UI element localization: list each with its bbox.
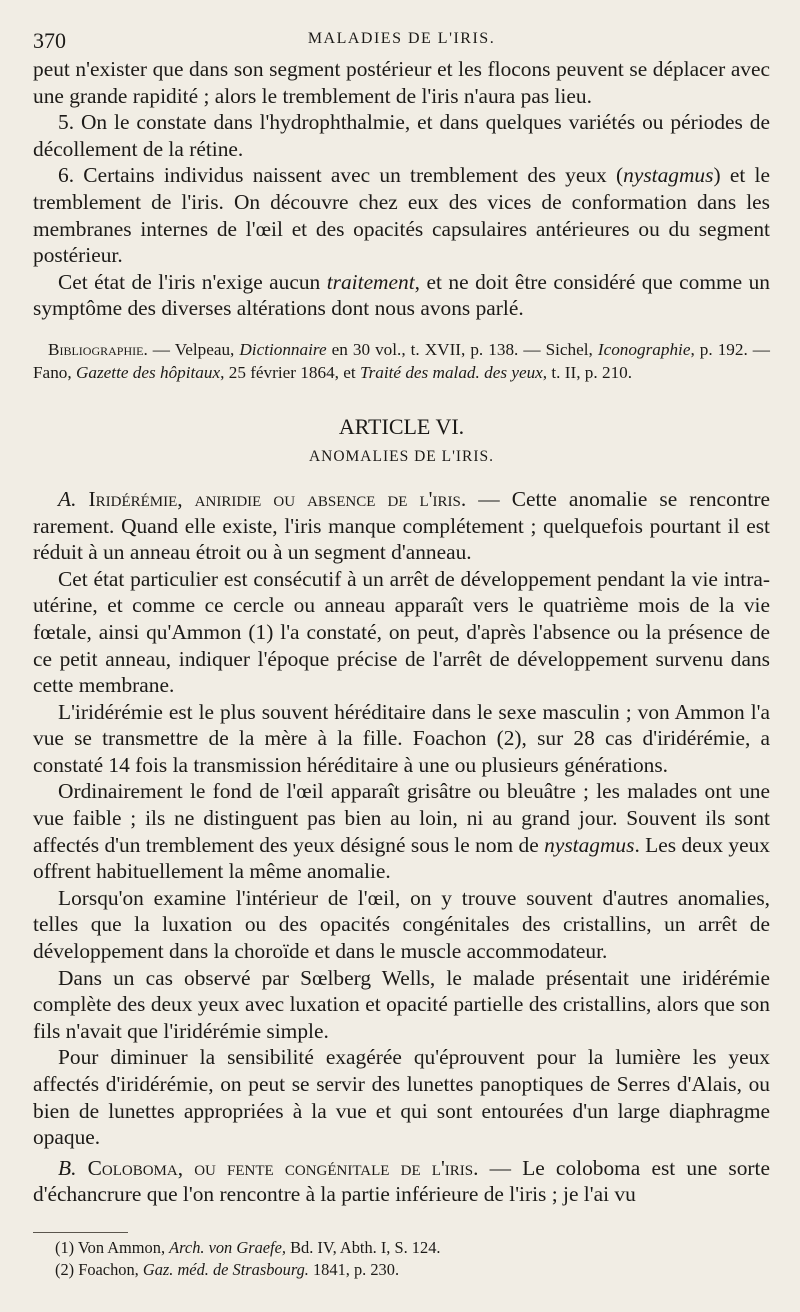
page-header bbox=[33, 22, 770, 56]
section-b-intro: B. Coloboma, ou fente congénitale de l'iris. — Le coloboma est une sorte d'échancrure que l'on rencontre à la partie inférieure de l'iris ; je l'ai vu bbox=[33, 1155, 770, 1207]
section-b-letter: B. bbox=[58, 1155, 77, 1180]
paragraph-hydrophthalmie: 5. On le constate dans l'hydrophthalmie, et dans quelques variétés ou périodes de décollement de la rétine. bbox=[33, 110, 770, 161]
footnote-1: (1) Von Ammon, Arch. von Graefe, Bd. IV, Abth. I, S. 124. bbox=[55, 1238, 441, 1257]
page-number: 370 bbox=[33, 28, 66, 53]
article-subtitle: ANOMALIES DE L'IRIS. bbox=[308, 447, 495, 465]
paragraph-continuation: peut n'exister que dans son segment postérieur et les flocons peuvent se déplacer avec une grande rapidité ; alors le tremblement de l'iris n'aura pas lieu. bbox=[33, 57, 770, 108]
bibliography: Bibliographie. — Velpeau, Dictionnaire en 30 vol., t. XVII, p. 138. — Sichel, Iconographie, p. 192. — Fano, Gazette des hôpitaux, 25 février 1864, et Traité des malad. des yeux, t. II, p. 210. bbox=[33, 339, 770, 382]
footnotes bbox=[55, 1237, 770, 1281]
paragraph-arret-developpement: Cet état particulier est consécutif à un arrêt de développement pendant la vie intra-utérine, et comme ce cercle ou anneau apparaît vers le quatrième mois de la vie fœtale, ainsi qu'Ammon (1) l'a constaté, on peut, d'après l'absence ou la présence de ce petit anneau, indiquer l'époque précise de l'arrêt de développement survenu dans cette membrane. bbox=[33, 566, 770, 698]
section-a-letter: A. bbox=[58, 486, 77, 511]
paragraph-heredite: L'iridérémie est le plus souvent héréditaire dans le sexe masculin ; von Ammon l'a vue se transmettre de la mère à la fille. Foachon (2), sur 28 cas d'iridérémie, a constaté 14 fois la transmission héréditaire à une ou plusieurs générations. bbox=[33, 699, 770, 777]
footnote-rule bbox=[33, 1232, 128, 1233]
section-a-intro: A. Iridérémie, aniridie ou absence de l'iris. — Cette anomalie se rencontre rarement. Quand elle existe, l'iris manque complétement ; quelquefois pourtant il est réduit à un anneau étroit ou à un segment d'anneau. bbox=[33, 486, 770, 565]
paragraph-fond-oeil: Ordinairement le fond de l'œil apparaît grisâtre ou bleuâtre ; les malades ont une vue faible ; ils ne distinguent pas bien au loin, ni au grand jour. Souvent ils sont affectés d'un tremblement des yeux désigné sous le nom de nystagmus. Les deux yeux offrent habituellement la même anomalie. bbox=[33, 779, 770, 884]
running-title: MALADIES DE L'IRIS. bbox=[307, 30, 496, 47]
article-title: ARTICLE VI. bbox=[338, 413, 465, 439]
bibliography-label: Bibliographie. bbox=[48, 339, 148, 359]
paragraph-soelberg-wells: Dans un cas observé par Sœlberg Wells, le malade présentait une iridérémie complète des deux yeux avec luxation et opacité partielle des cristallins, alors que son fils n'avait que l'iridérémie simple. bbox=[33, 965, 770, 1043]
paragraph-traitement: Cet état de l'iris n'exige aucun traitement, et ne doit être considéré que comme un symptôme des diverses altérations dont nous avons parlé. bbox=[33, 269, 770, 321]
paragraph-lunettes: Pour diminuer la sensibilité exagérée qu'éprouvent pour la lumière les yeux affectés d'iridérémie, on peut se servir des lunettes panoptiques de Serres d'Alais, ou bien de lunettes appropriées à la vue et qui sont entourées d'un large diaphragme opaque. bbox=[33, 1045, 770, 1150]
paragraph-examen: Lorsqu'on examine l'intérieur de l'œil, on y trouve souvent d'autres anomalies, telles que la luxation ou des opacités congénitales des cristallins, un arrêt de développement dans la choroïde et dans le muscle accommodateur. bbox=[33, 885, 770, 964]
paragraph-nystagmus: 6. Certains individus naissent avec un tremblement des yeux (nystagmus) et le tremblement de l'iris. On découvre chez eux des vices de conformation dans les membranes internes de l'œil et des opacités capsulaires antérieures ou du segment postérieur. bbox=[33, 163, 770, 268]
footnote-2: (2) Foachon, Gaz. méd. de Strasbourg. 1841, p. 230. bbox=[55, 1260, 400, 1279]
section-b-heading: Coloboma, ou fente congénitale de l'iris. bbox=[87, 1155, 479, 1180]
section-a-heading: Iridérémie, aniridie ou absence de l'iris. bbox=[88, 486, 467, 511]
